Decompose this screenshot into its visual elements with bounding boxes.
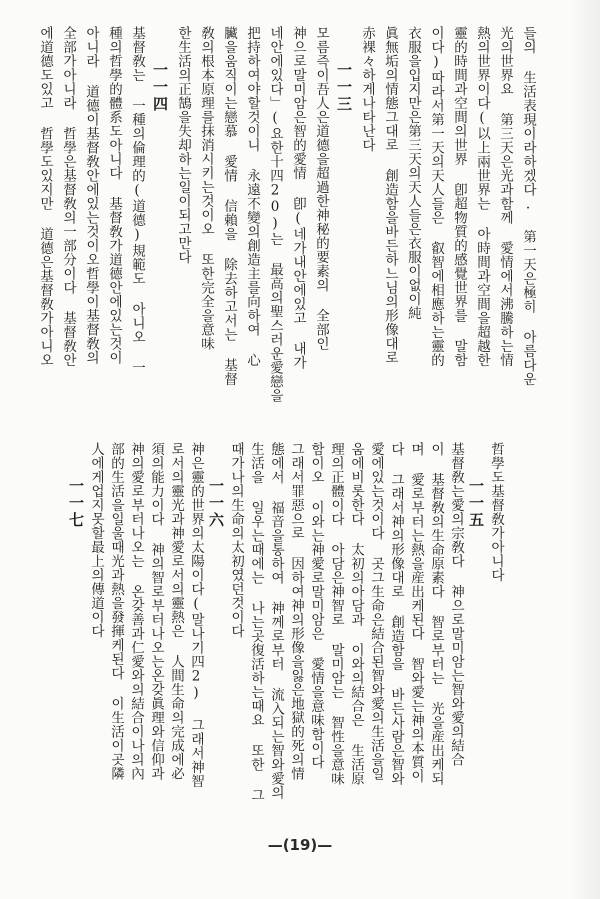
text-column: 種의哲學的體系도아니다 基督敎가道德안에있는것이 [106,26,122,365]
scan-edge-shadow [570,0,600,899]
text-column: 神의愛로부터나오는 온갖善과仁愛와의結合이나의內 [128,442,144,781]
text-column: 部的生活을일울때光과熱을發揮케된다 이生活이곳隣 [108,442,124,781]
text-column: 며 愛로부터는熱을産出케된다 智와愛는神의本質이 [408,442,424,783]
text-column: 愛에있는것이다 곳그生命은結合된智와愛의生活을일 [368,442,384,781]
text-column: 이다)따라서第一天의天人들은 叡智에相應하는靈的 [428,26,444,367]
text-column: 人에게업지못할最上의傳道이다 [88,442,104,638]
text-column: 全部가아니라 哲學은基督敎의一部分이다 基督敎안 [60,26,76,367]
section-number: 一一七 [67,478,85,529]
section-number: 一一五 [467,478,485,529]
text-column: 神으로말미암은智的愛情 卽(네가내안에있고 내가 [290,26,306,370]
section-number: 一一六 [207,478,225,529]
text-column: 모름즉이吾人은道德을超過한神秘的要素의 全部인 [313,26,329,351]
text-column: 함이오 이와는神愛로말미암은 愛情을意味함이다 [308,442,324,769]
text-column: 把持하여야할것이니 永遠不變의創造主를向하여 心 [244,26,260,367]
text-column: 基督敎는 一種의倫理的(道德)規範도 아니오 一 [129,26,145,375]
text-column: 須의能力이다 神의智로부터나오는온갖眞理와信仰과 [148,442,164,781]
text-column: 理의正體이다 아담은神智로 말미암는 智性을意味 [328,442,344,786]
text-column: 이 基督敎의生命原素다 智로부터는 光을産出케되 [428,442,444,786]
text-column: 다 그래서神의形像대로 創造함을 바든사람은智와 [388,442,404,786]
text-column: 敎의根本原理를抹消시키는것이오 또한完全을意味 [198,26,214,351]
text-column: 네안에있다」(요한十四20)는 最高의聖스러운愛戀을 [267,26,283,403]
text-column: 들의 生活表現이라하겠다. 第一天은極히 아름다운 [520,26,536,386]
text-column: 그래서罪惡으로 因하여神의形像을잃은地獄的死의情 [288,442,304,781]
text-column: 靈的時間과空間의世界 卽超物質的感覺世界를 말함 [451,26,467,367]
text-column: 때가나의生命의太初였던것이다 [228,442,244,638]
text-column: 眞無垢의情態그대로 創造함을바든하느님의形像대로 [382,26,398,365]
text-column: 哲學도基督敎가아니다 [488,442,504,582]
text-column: 神은靈的世界의太陽이다(말나기四2) 그래서神智 [188,442,204,788]
text-column: 光의世界요 第三天은光과함께 愛情에서沸騰하는情 [497,26,513,367]
text-column: 熱의世界이다(以上兩世界는 아時間과空間을超越한 [474,26,490,367]
text-column: 生活을 일우는때에는 나는곳復活하는때요 또한 그 [248,442,264,802]
text-column: 態에서 福音을통하여 神께로부터 流入되는智와愛의 [268,442,284,800]
text-column: 아니라 道德이基督敎안에있는것이오哲學이基督敎의 [83,26,99,365]
section-number: 一一三 [335,62,353,113]
text-column: 로서의靈光과神愛로서의靈熱은 人間生命의完成에必 [168,442,184,781]
text-column: 衣服을입지만은第三天의天人들은衣服이없이純 [405,26,421,320]
text-column: 한生活의正鵠을失却하는일이되고만다 [175,26,191,264]
text-column: 赤裸々하게나타난다 [359,26,375,152]
text-column: 움에비롯한다 太初의아담과 이와의結合은 生活原 [348,442,364,786]
section-number: 一一四 [151,62,169,113]
text-column: 臟을움직이는戀慕 愛情 信賴을 除去하고서는 基督 [221,26,237,386]
text-column: 基督敎는愛의宗敎다 神으로말미암는智와愛의結合 [448,442,464,767]
text-column: 에道德도있고 哲學도있지만 道德은基督敎가아니오 [37,26,53,367]
page-number: —(19)— [267,836,333,854]
